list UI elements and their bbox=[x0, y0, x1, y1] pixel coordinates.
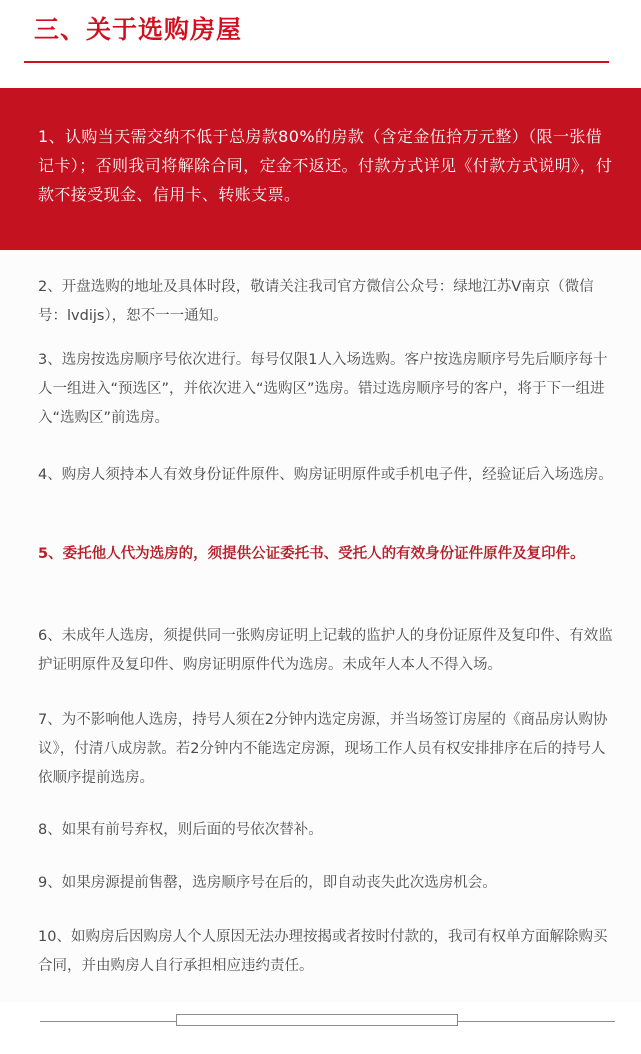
list-item-7: 7、为不影响他人选房，持号人须在2分钟内选定房源，并当场签订房屋的《商品房认购协议》，付清八成房款。若2分钟内不能选定房源，现场工作人员有权安排排序在后的持号人依顺序提前选房。 bbox=[38, 712, 608, 786]
title-divider bbox=[24, 61, 609, 63]
list-item-9: 9、如果房源提前售罄，选房顺序号在后的，即自动丧失此次选房机会。 bbox=[38, 875, 497, 891]
list-item-2: 2、开盘选购的地址及具体时段，敬请关注我司官方微信公众号：绿地江苏V南京（微信号：lvdijs），恕不一一通知。 bbox=[38, 279, 594, 324]
list-item-3: 3、选房按选房顺序号依次进行。每号仅限1人入场选购。客户按选房顺序号先后顺序每十人一组进入“预选区”，并依次进入“选购区”选房。错过选房顺序号的客户，将于下一组进入“选购区”前选房。 bbox=[38, 352, 608, 426]
highlight-box bbox=[0, 88, 641, 250]
page-title: 三、关于选购房屋 bbox=[34, 15, 243, 44]
list-item-6: 6、未成年人选房，须提供同一张购房证明上记载的监护人的身份证原件及复印件、有效监护证明原件及复印件、购房证明原件代为选房。未成年人本人不得入场。 bbox=[38, 628, 613, 673]
list-item-5: 5、委托他人代为选房的，须提供公证委托书、受托人的有效身份证件原件及复印件。 bbox=[38, 546, 585, 562]
footer-ornament bbox=[176, 1014, 458, 1026]
list-item-4: 4、购房人须持本人有效身份证件原件、购房证明原件或手机电子件，经验证后入场选房。 bbox=[38, 467, 613, 483]
list-item-10: 10、如购房后因购房人个人原因无法办理按揭或者按时付款的，我司有权单方面解除购买合同，并由购房人自行承担相应违约责任。 bbox=[38, 929, 608, 974]
list-item-8: 8、如果有前号弃权，则后面的号依次替补。 bbox=[38, 822, 323, 838]
rules-list bbox=[0, 250, 641, 1002]
highlight-text: 1、认购当天需交纳不低于总房款80%的房款（含定金伍拾万元整）（限一张借记卡）；否则我司将解除合同，定金不返还。付款方式详见《付款方式说明》，付款不接受现金、信用卡、转账支票。 bbox=[38, 127, 613, 204]
